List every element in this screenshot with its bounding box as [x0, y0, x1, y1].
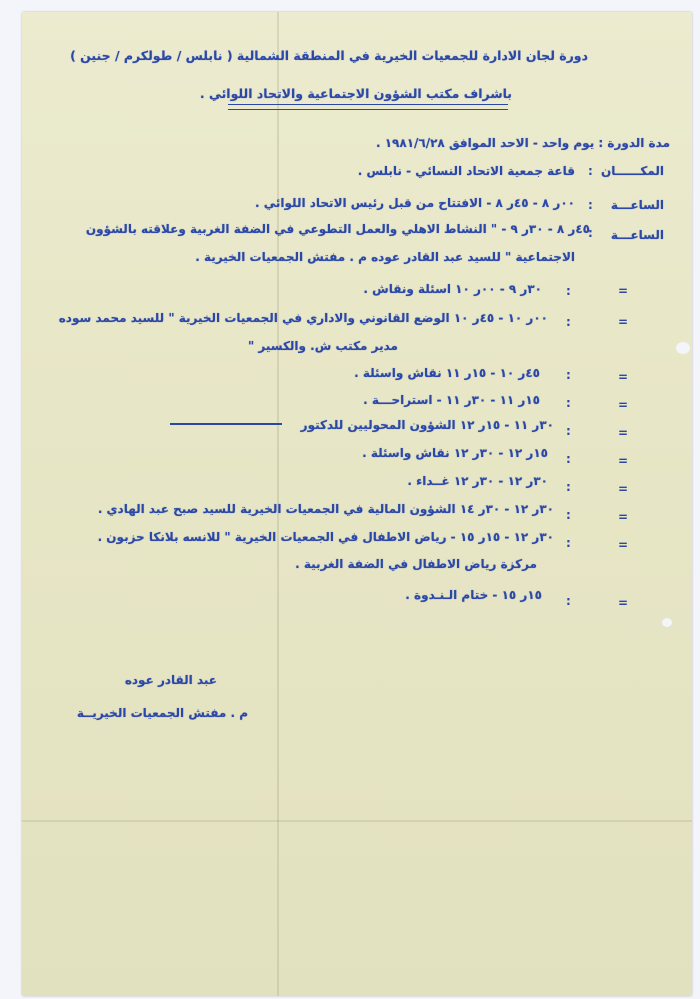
schedule-item-5: ٤٥ر ١٠ - ١٥ر ١١ نقاش واسئلة .: [354, 366, 540, 380]
ditto-mark: =: [618, 454, 629, 468]
schedule-item-2-cont: الاجتماعية " للسيد عبد القادر عوده م . مفتش الجمعيات الخيرية .: [195, 250, 575, 264]
schedule-item-6: ١٥ر ١١ - ٣٠ر ١١ - استراحـــة .: [363, 393, 540, 407]
ditto-mark: =: [618, 538, 629, 552]
place-label: المكــــــان: [601, 164, 664, 178]
hour-label: الساعـــة: [610, 228, 664, 242]
ditto-mark: =: [618, 482, 629, 496]
ditto-mark: =: [618, 284, 629, 298]
colon: :: [566, 424, 571, 438]
colon: :: [566, 315, 571, 329]
schedule-item-3: ٣٠ر ٩ - ٠٠ر ١٠ اسئلة ونقاش .: [363, 282, 542, 296]
colon: :: [566, 480, 571, 494]
ditto-mark: =: [618, 370, 629, 384]
colon: :: [588, 198, 593, 212]
ditto-mark: =: [618, 398, 629, 412]
schedule-item-2: ٤٥ر ٨ - ٣٠ر ٩ - " النشاط الاهلي والعمل التطوعي في الضفة الغربية وعلاقته بالشؤون: [85, 222, 590, 236]
paper-tear: [676, 342, 690, 354]
paper-tear: [662, 618, 672, 627]
doc-title-line1: دورة لجان الادارة للجمعيات الخيرية في المنطقة الشمالية ( نابلس / طولكرم / جنين ): [70, 48, 588, 63]
schedule-item-7: ٣٠ر ١١ - ١٥ر ١٢ الشؤون المحوليين للدكتور: [300, 418, 554, 432]
ditto-mark: =: [618, 315, 629, 329]
schedule-item-4-cont: مدير مكتب ش. والكسير ": [247, 339, 398, 353]
hour-label: الساعـــة: [610, 198, 664, 212]
colon: :: [566, 368, 571, 382]
colon: :: [566, 508, 571, 522]
blank-fill-line: [170, 423, 282, 425]
schedule-item-10: ٣٠ر ١٢ - ٣٠ر ١٤ الشؤون المالية في الجمعيات الخيرية للسيد صبح عبد الهادي .: [97, 502, 554, 516]
signature-title: م . مفتش الجمعيات الخيريــة: [76, 706, 248, 720]
place-value: قاعة جمعية الاتحاد النسائي - نابلس .: [357, 164, 575, 178]
colon: :: [566, 396, 571, 410]
doc-title-line2: باشراف مكتب الشؤون الاجتماعية والاتحاد اللوائي .: [199, 86, 512, 101]
paper-fold-horizontal: [22, 820, 692, 822]
colon: :: [566, 284, 571, 298]
title-double-underline: [228, 104, 508, 110]
colon: :: [566, 452, 571, 466]
colon: :: [566, 536, 571, 550]
colon: :: [588, 164, 593, 178]
schedule-item-11: ٣٠ر ١٢ - ١٥ر ١٥ - رياض الاطفال في الجمعيات الخيرية " للانسه بلانكا حزبون .: [97, 530, 554, 544]
schedule-item-11-cont: مركزة رياض الاطفال في الضفة الغربية .: [295, 557, 537, 571]
schedule-item-4: ٠٠ر ١٠ - ٤٥ر ١٠ الوضع القانوني والاداري في الجمعيات الخيرية " للسيد محمد سوده: [58, 311, 548, 325]
colon: :: [588, 226, 593, 240]
ditto-mark: =: [618, 426, 629, 440]
ditto-mark: =: [618, 510, 629, 524]
schedule-item-9: ٣٠ر ١٢ - ٣٠ر ١٢ غــداء .: [407, 474, 548, 488]
schedule-item-12: ١٥ر ١٥ - ختام الـنـدوة .: [405, 588, 542, 602]
signature-name: عبد القادر عوده: [124, 673, 217, 687]
schedule-item-1: ٠٠ر ٨ - ٤٥ر ٨ - الافتتاح من قبل رئيس الاتحاد اللوائي .: [255, 196, 575, 210]
duration-line: مدة الدورة : يوم واحد - الاحد الموافق ١٩٨١/٦/٢٨ .: [375, 136, 670, 150]
schedule-item-8: ١٥ر ١٢ - ٣٠ر ١٢ نقاش واسئلة .: [362, 446, 548, 460]
ditto-mark: =: [618, 596, 629, 610]
colon: :: [566, 594, 571, 608]
